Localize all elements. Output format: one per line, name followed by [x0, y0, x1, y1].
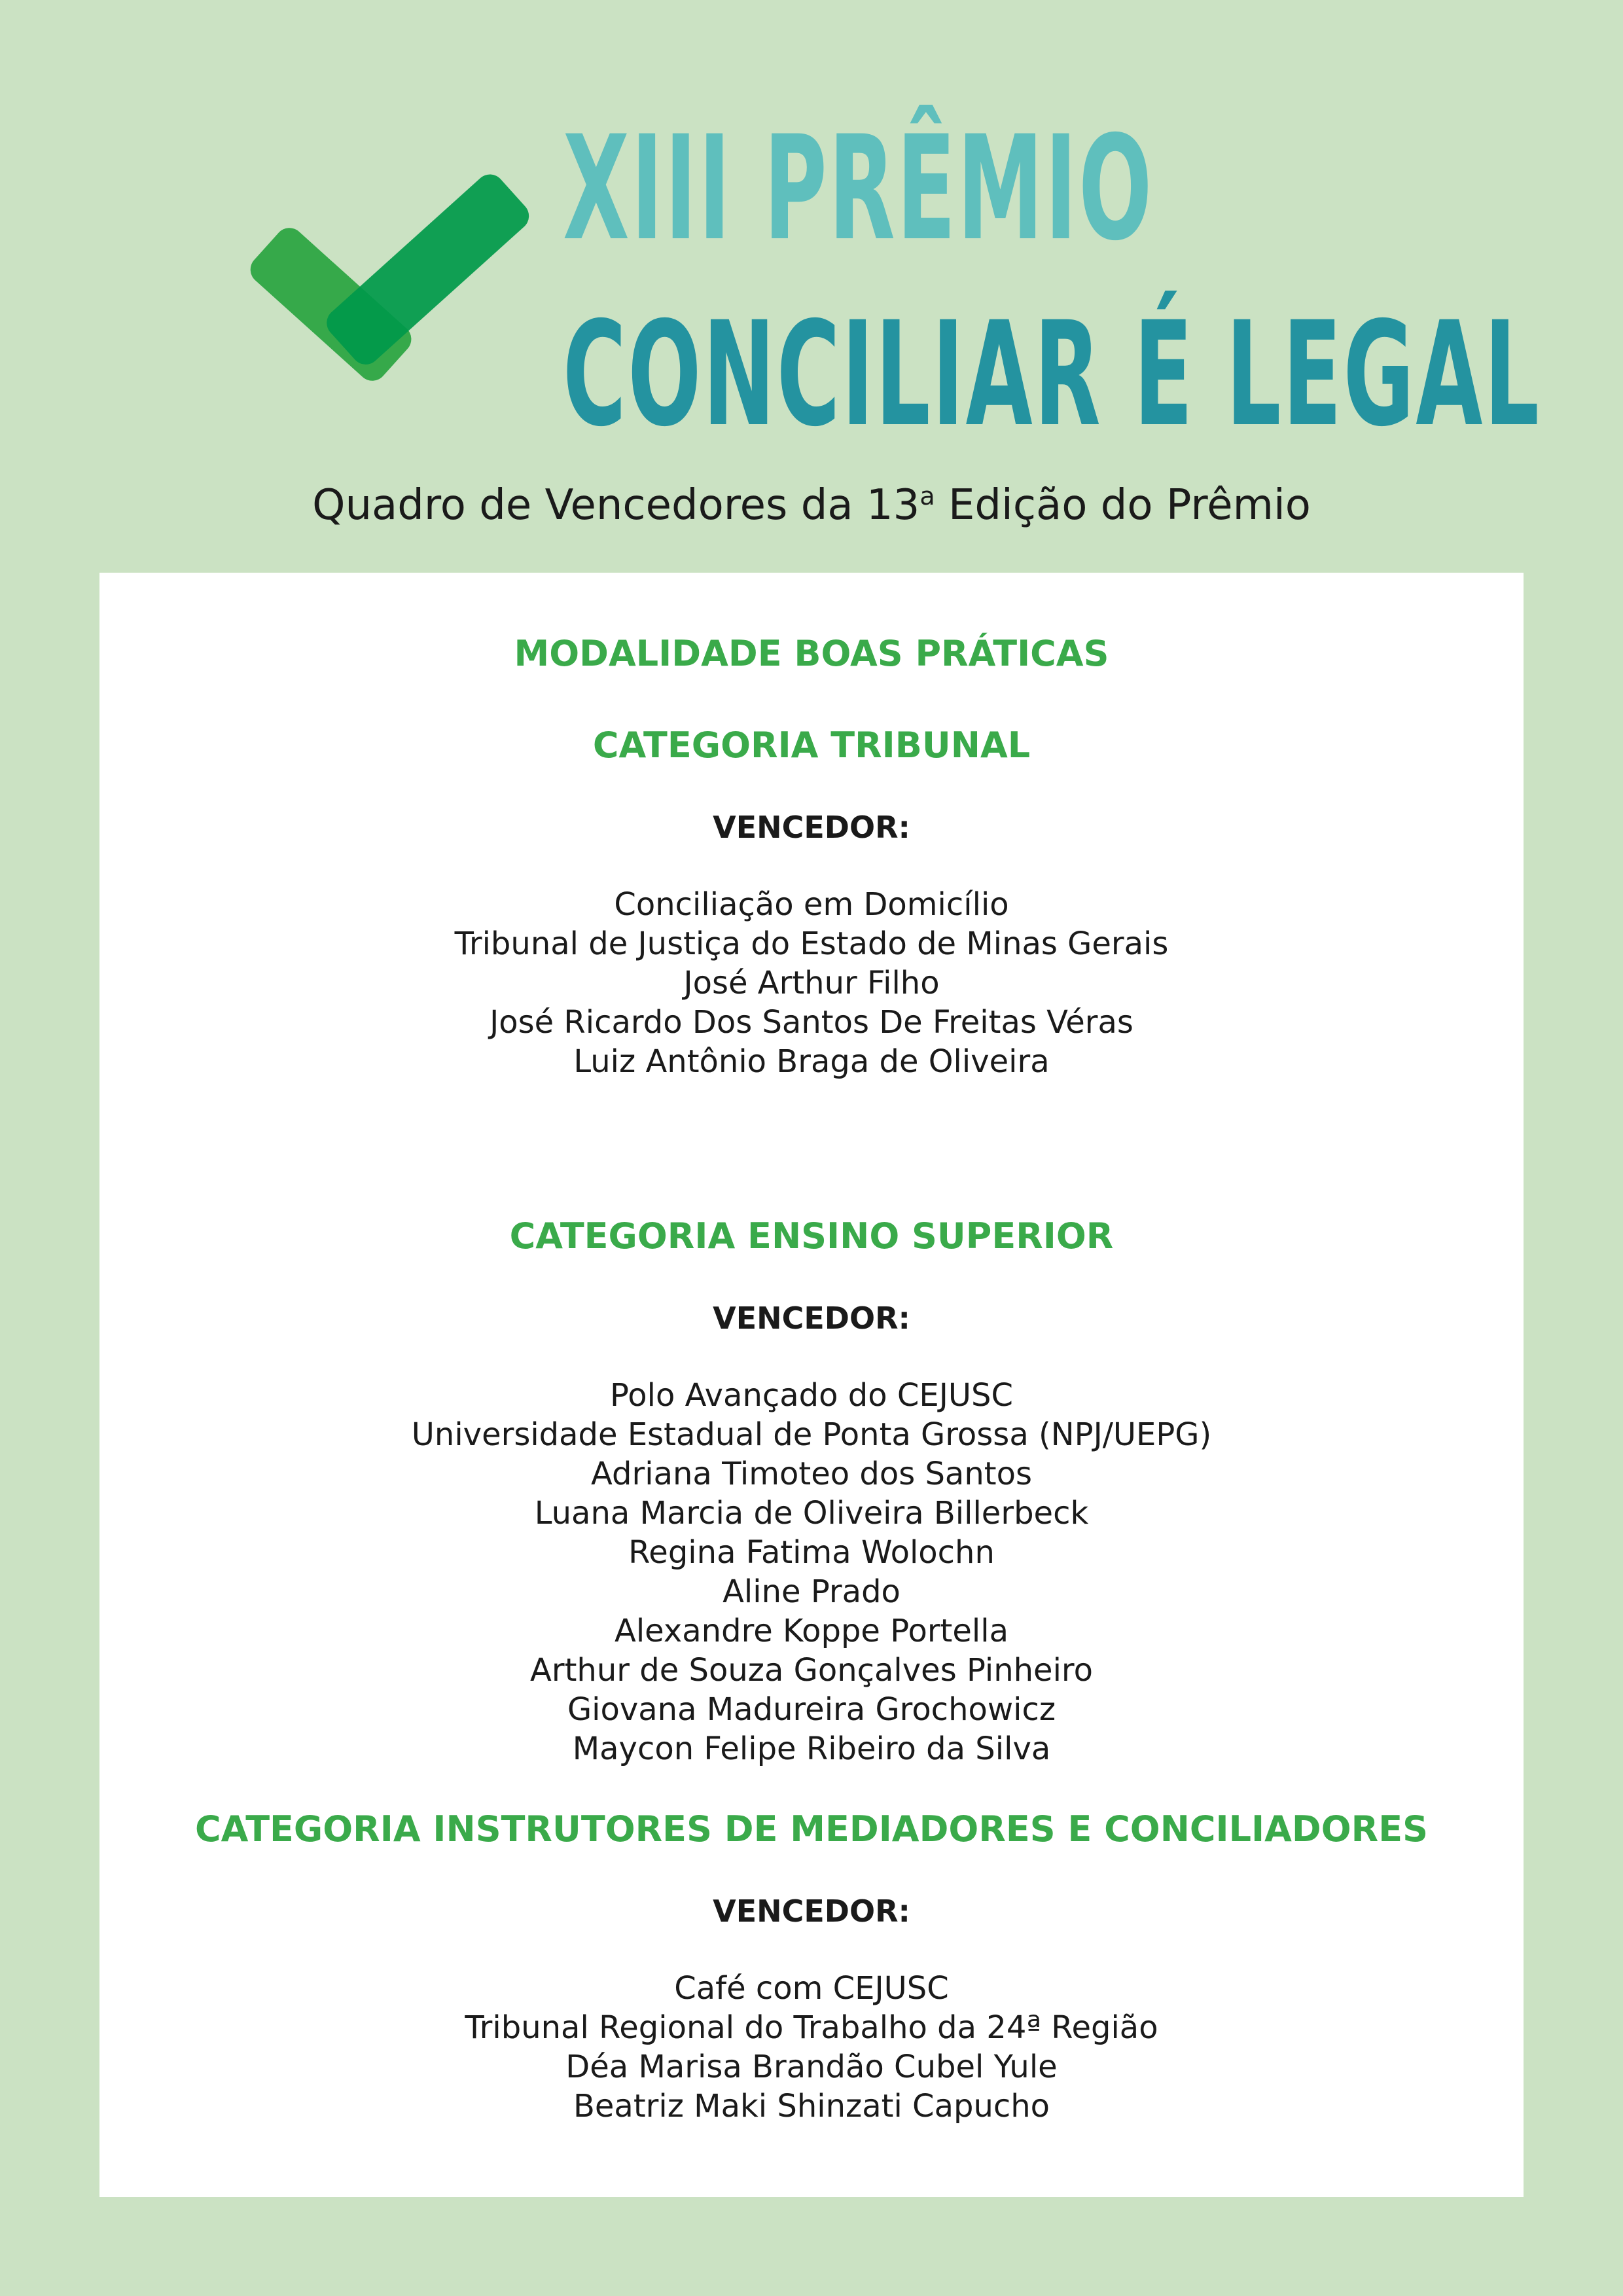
list-item: Adriana Timoteo dos Santos — [591, 1456, 1032, 1492]
list-item: Maycon Felipe Ribeiro da Silva — [572, 1731, 1051, 1767]
list-item: Café com CEJUSC — [674, 1970, 949, 2007]
winner-label: VENCEDOR: — [713, 1893, 910, 1929]
list-item: Polo Avançado do CEJUSC — [610, 1377, 1013, 1414]
category-heading-ensino-superior: CATEGORIA ENSINO SUPERIOR — [509, 1215, 1114, 1257]
checkmark-icon — [249, 167, 537, 389]
category-heading-instrutores: CATEGORIA INSTRUTORES DE MEDIADORES E CONCILIADORES — [194, 1808, 1429, 1850]
list-item: Universidade Estadual de Ponta Grossa (NPJ/UEPG) — [411, 1416, 1212, 1453]
list-item: Tribunal Regional do Trabalho da 24ª Região — [465, 2009, 1158, 2046]
award-title-line-1: XIII PRÊMIO — [563, 105, 1154, 272]
list-item: Giovana Madureira Grochowicz — [567, 1691, 1056, 1728]
award-title-line-2: CONCILIAR É LEGAL — [563, 291, 1541, 458]
winner-label: VENCEDOR: — [713, 1300, 910, 1336]
list-item: Tribunal de Justiça do Estado de Minas Gerais — [454, 925, 1169, 962]
subtitle-text-end: Edição do Prêmio — [935, 481, 1311, 529]
winners-panel — [99, 573, 1524, 2197]
list-item: José Ricardo Dos Santos De Freitas Véras — [490, 1004, 1133, 1041]
subtitle-text-start: Quadro de Vencedores da 13 — [312, 481, 920, 529]
winner-list-tribunal — [99, 885, 1524, 1081]
list-item: Déa Marisa Brandão Cubel Yule — [565, 2049, 1058, 2085]
checkmark-long-stroke — [321, 168, 535, 370]
list-item: Luiz Antônio Braga de Oliveira — [573, 1043, 1050, 1080]
list-item: Regina Fatima Wolochn — [628, 1534, 995, 1571]
list-item: Conciliação em Domicílio — [614, 886, 1009, 923]
list-item: José Arthur Filho — [683, 965, 940, 1001]
page-subtitle — [0, 481, 1623, 529]
list-item: Beatriz Maki Shinzati Capucho — [573, 2088, 1050, 2125]
list-item: Arthur de Souza Gonçalves Pinheiro — [530, 1652, 1093, 1689]
category-heading-tribunal: CATEGORIA TRIBUNAL — [592, 725, 1031, 766]
winner-list-ensino-superior — [99, 1376, 1524, 1768]
list-item: Alexandre Koppe Portella — [615, 1613, 1008, 1649]
list-item: Luana Marcia de Oliveira Billerbeck — [534, 1495, 1089, 1532]
subtitle-ordinal: a — [919, 482, 935, 511]
list-item: Aline Prado — [722, 1573, 901, 1610]
winner-label: VENCEDOR: — [713, 810, 910, 845]
modality-heading: MODALIDADE BOAS PRÁTICAS — [514, 633, 1109, 674]
winner-list-instrutores — [99, 1969, 1524, 2126]
